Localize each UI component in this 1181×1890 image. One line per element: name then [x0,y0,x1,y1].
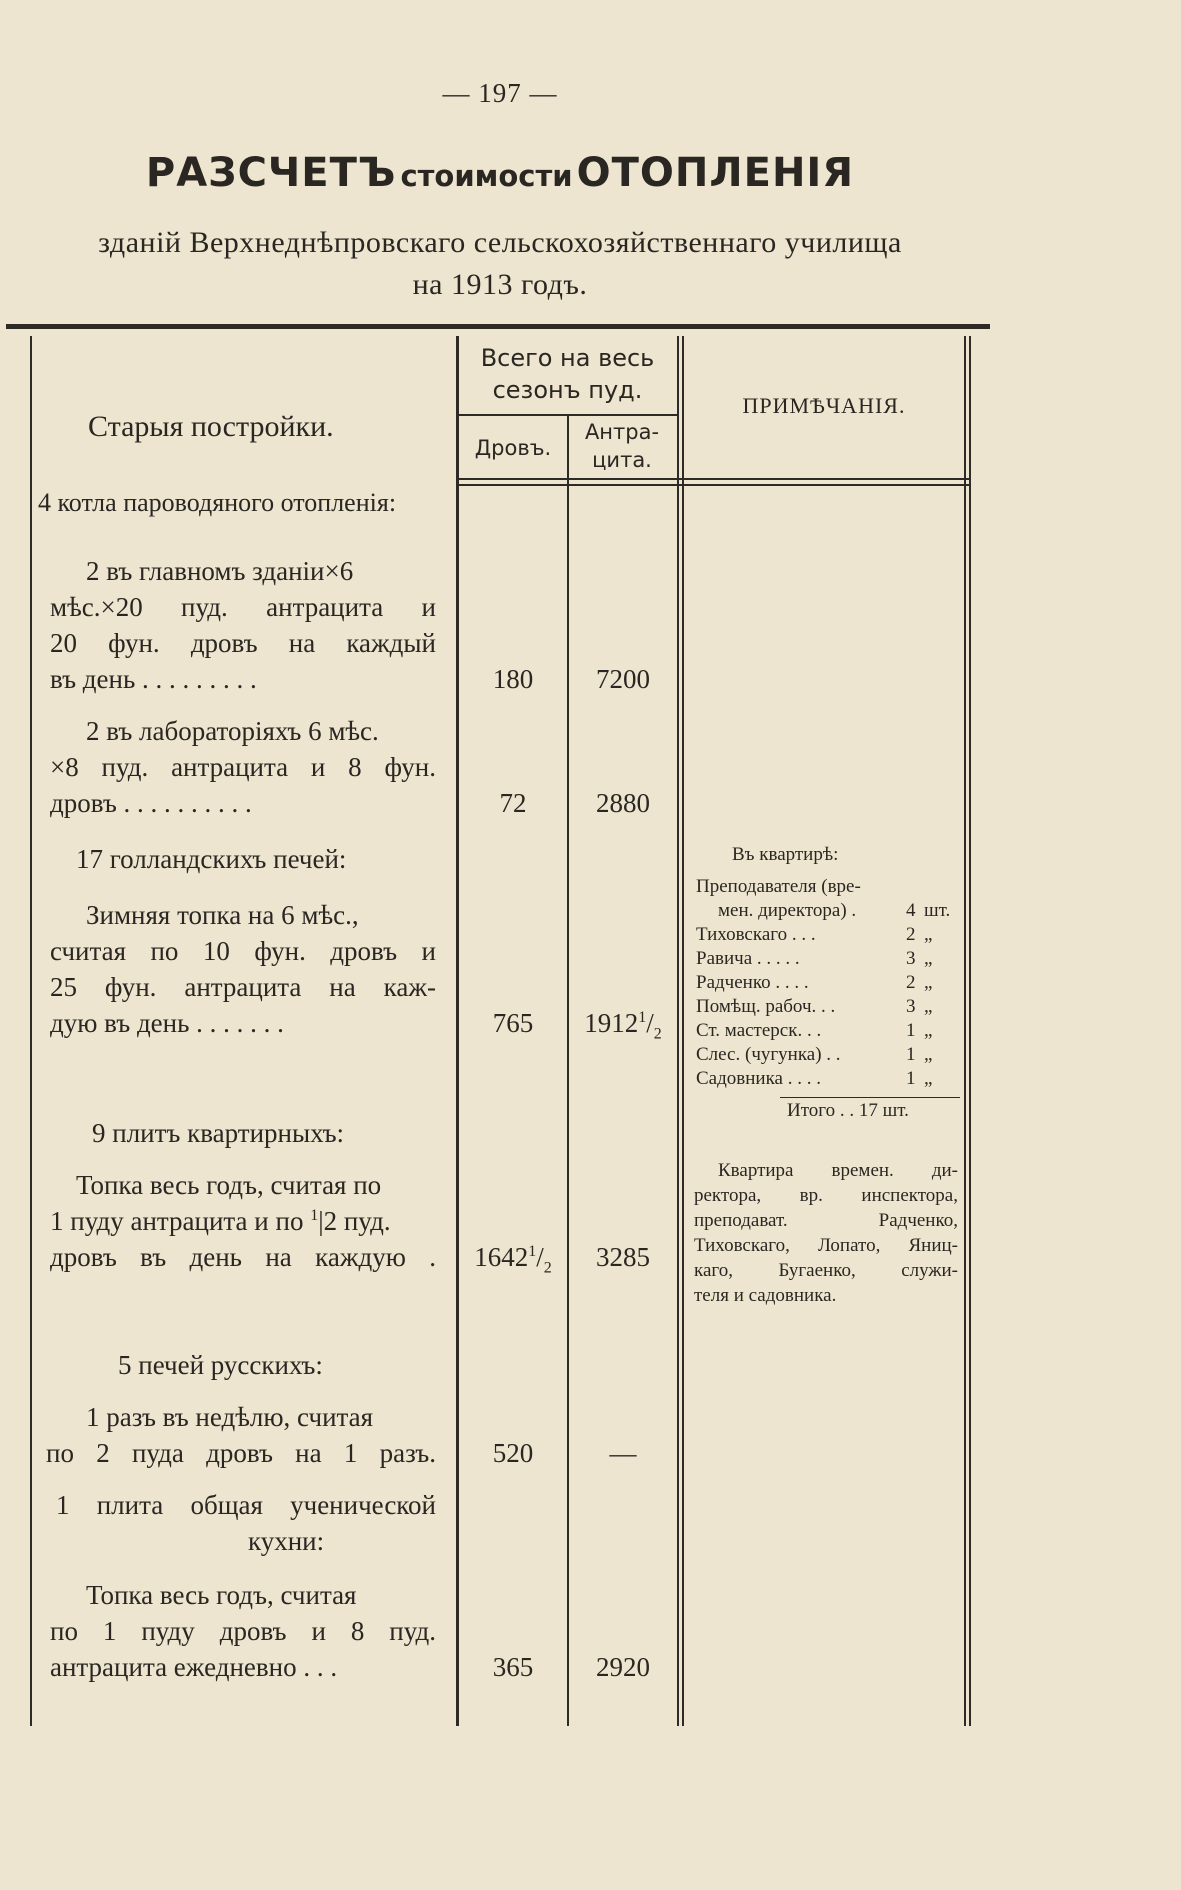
notes-apartment-unit: шт. [924,900,951,921]
notes-apartment-item [696,1020,958,1044]
notes-apartments-heading: Въ квартирѣ: [732,844,839,865]
notes-apartment-item [696,972,958,996]
notes-apartments-list [696,876,958,1092]
notes-apartment-unit: „ [924,948,933,969]
notes-apartment-item [696,876,958,900]
row-4-line-2: 1 пуду антрацита и по $^1$|2 пуд. [50,1206,391,1236]
table-divider-text [456,336,459,1726]
row-1-line-3: 20 фун. дровъ на каждый [50,628,436,658]
row-3-anthracite-frac-num: 1 [638,1009,647,1026]
row-5-line-1: 1 разъ въ недѣлю, считая [86,1402,374,1432]
plates-note-line-5: каго, Бугаенко, служи- [694,1260,958,1281]
row-4-wood: $1642^1/_2$ [474,1242,552,1277]
boilers-heading: 4 котла пароводяного отопленія: [38,488,397,517]
row-3-anthracite-frac-den: 2 [653,1025,662,1043]
anthracite-header-line-2: цита. [592,448,652,472]
row-5-anthracite: — [609,1438,637,1468]
row-3-anthracite: $1912^1/_2$ [584,1008,662,1043]
wood-column-header: Дровъ. [474,436,552,460]
row-4-line-2-frac-den: 2 [323,1206,338,1236]
notes-apartment-unit: „ [924,1068,933,1089]
notes-apartment-name: Тиховскаго . . . [696,924,816,945]
plates-note-line-6: теля и садовника. [694,1285,837,1306]
row-2-line-3: дровъ . . . . . . . . . . [50,788,252,818]
kitchen-heading-line-2: кухни: [248,1526,325,1556]
row-3-anthracite-int: 1912 [584,1008,639,1038]
page-subtitle [0,222,1000,306]
title-part-3: ОТОПЛЕНІЯ [576,150,855,196]
row-2-wood: 72 [499,788,527,818]
notes-apartment-item [696,1068,958,1092]
notes-apartment-unit: „ [924,972,933,993]
notes-apartment-item [696,924,958,948]
title-part-2: стоимости [400,159,573,193]
row-1-anthracite: 7200 [596,664,650,694]
plates-note-line-1: Квартира времен. ди- [718,1160,958,1181]
table-border-left [30,336,32,1726]
notes-apartment-item [696,948,958,972]
table-divider-anthr-2 [682,336,684,1726]
row-5-line-2: по 2 пуда дровъ на 1 разъ. [46,1438,436,1468]
subtitle-line-2: на 1913 годъ. [412,268,588,301]
notes-apartment-name: Помѣщ. рабоч. . . [696,996,836,1017]
header-rule [6,324,990,329]
notes-apartment-count: 1 [906,1068,916,1089]
row-3-line-4: дую въ день . . . . . . . [50,1008,284,1038]
notes-apartment-item [696,1044,958,1068]
row-3-wood: 765 [492,1008,534,1038]
total-header-line-2: сезонъ пуд. [492,376,643,404]
plates-note-line-4: Тиховскаго, Лопато, Яниц- [694,1235,958,1256]
notes-apartment-count: 1 [906,1044,916,1065]
notes-apartment-name: Ст. мастерск. . . [696,1020,822,1041]
row-1-line-4: въ день . . . . . . . . . [50,664,257,694]
table-border-right [964,336,966,1726]
russian-stoves-heading: 5 печей русскихъ: [118,1350,323,1380]
row-4-line-2-b: пуд. [343,1206,391,1236]
anthracite-column-header [568,418,676,474]
notes-apartment-name: Равича . . . . . [696,948,800,969]
total-header [460,342,675,406]
header-bottom-line-2 [458,484,970,486]
notes-apartment-count: 2 [906,972,916,993]
notes-apartment-count: 3 [906,996,916,1017]
notes-apartment-unit: „ [924,996,933,1017]
row-1-wood: 180 [492,664,534,694]
notes-apartment-unit: „ [924,1044,933,1065]
row-4-line-3: дровъ въ день на каждую . [50,1242,436,1272]
row-4-wood-int: 1642 [474,1242,529,1272]
row-3-line-3: 25 фун. антрацита на каж- [50,972,436,1002]
table-border-right-2 [969,336,971,1726]
notes-apartment-count: 3 [906,948,916,969]
notes-apartment-item [696,900,958,924]
notes-apartment-count: 1 [906,1020,916,1041]
anthracite-header-line-1: Антра- [584,420,660,444]
page-number: — 197 — [442,78,558,108]
row-2-anthracite: 2880 [596,788,650,818]
row-3-line-2: считая по 10 фун. дровъ и [50,936,436,966]
subtitle-line-1: зданій Верхнеднѣпровскаго сельскохозяйственнаго училища [98,226,902,259]
notes-column-header: ПРИМѢЧАНІЯ. [742,393,906,418]
row-4-wood-frac-num: 1 [528,1243,537,1260]
row-1-line-2: мѣс.×20 пуд. антрацита и [50,592,436,622]
row-4-line-2-frac-num: 1 [310,1207,319,1224]
page-title [0,150,1000,196]
stoves-heading: 17 голландскихъ печей: [76,844,347,874]
plates-note-line-3: преподават. Радченко, [694,1210,958,1231]
row-4-anthracite: 3285 [596,1242,650,1272]
notes-total-line [780,1097,960,1098]
notes-apartment-item [696,996,958,1020]
plates-note-line-2: ректора, вр. инспектора, [694,1185,958,1206]
row-4-line-1: Топка весь годъ, считая по [76,1170,382,1200]
notes-apartment-count: 2 [906,924,916,945]
row-5-wood: 520 [492,1438,534,1468]
notes-apartment-unit: „ [924,924,933,945]
row-1-line-1: 2 въ главномъ зданіи×6 [86,556,354,586]
row-4-line-2-a: 1 пуду антрацита и по [50,1206,304,1236]
total-header-line-1: Всего на весь [480,344,655,372]
plates-heading: 9 плитъ квартирныхъ: [92,1118,345,1148]
notes-apartment-name: Слес. (чугунка) . . [696,1044,841,1065]
header-bottom-line [458,478,970,480]
notes-apartment-count: 4 [906,900,916,921]
row-6-line-3: антрацита ежедневно . . . [50,1652,338,1682]
section-heading: Старыя постройки. [88,410,334,443]
title-part-1: РАЗСЧЕТЪ [145,150,397,196]
notes-apartment-name: Преподавателя (вре- [696,876,861,897]
row-2-line-1: 2 въ лабораторіяхъ 6 мѣс. [86,716,379,746]
table-divider-anthr [677,336,679,1726]
notes-apartment-name: Радченко . . . . [696,972,809,993]
row-4-wood-frac-den: 2 [543,1259,552,1277]
notes-apartment-name: Садовника . . . . [696,1068,821,1089]
row-6-wood: 365 [492,1652,534,1682]
kitchen-heading-line-1: 1 плита общая ученической [56,1490,436,1520]
row-6-anthracite: 2920 [596,1652,650,1682]
notes-plates-note [694,1158,958,1308]
table-divider-wood [567,414,569,1726]
row-2-line-2: ×8 пуд. антрацита и 8 фун. [50,752,436,782]
row-6-line-1: Топка весь годъ, считая [86,1580,357,1610]
header-subline [458,414,677,416]
notes-apartment-name: мен. директора) . [718,900,857,921]
notes-total: Итого . . 17 шт. [787,1100,909,1121]
notes-apartment-unit: „ [924,1020,933,1041]
row-3-line-1: Зимняя топка на 6 мѣс., [86,900,359,930]
row-6-line-2: по 1 пуду дровъ и 8 пуд. [50,1616,436,1646]
